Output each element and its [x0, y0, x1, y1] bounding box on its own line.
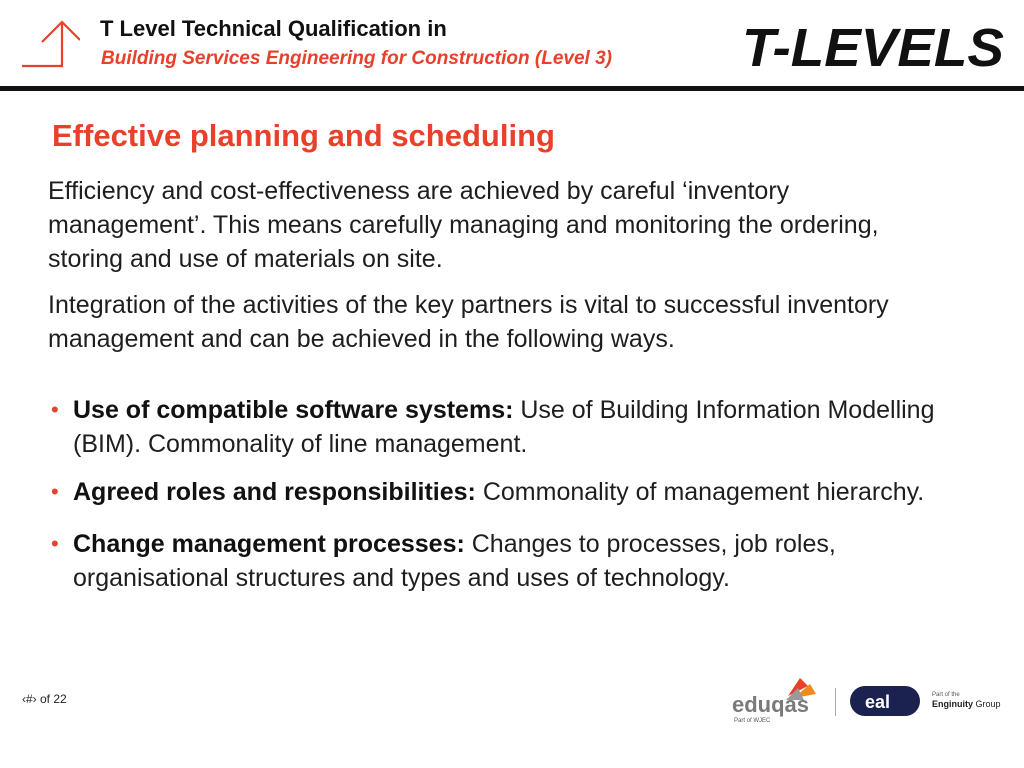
eal-logo-text: eal	[865, 692, 891, 712]
bullet-item	[48, 527, 948, 595]
enginuity-group: Group	[973, 699, 1001, 709]
bullet-text: Commonality of management hierarchy.	[475, 478, 925, 506]
t-levels-logo	[740, 18, 1008, 72]
enginuity-part-of: Part of the	[932, 692, 960, 698]
logo-divider	[835, 688, 836, 716]
bullet-icon: •	[51, 531, 59, 556]
page-number-total: of 22	[36, 692, 67, 706]
eduqas-logo-text: eduqas	[732, 692, 810, 717]
bullet-text: Changes to processes, job roles, organisational structures and types and uses of technology.	[73, 530, 836, 592]
eal-logo	[850, 684, 922, 718]
intro-paragraph: Efficiency and cost-effectiveness are achieved by careful ‘inventory management’. This means carefully managing and monitoring the ordering, storing and use of materials on site.	[48, 177, 879, 273]
bullet-term: Change management processes:	[73, 530, 465, 558]
bullet-term: Use of compatible software systems:	[73, 396, 514, 424]
bullet-icon: •	[51, 397, 59, 422]
slide-title: Effective planning and scheduling	[52, 118, 555, 153]
bullet-list	[48, 393, 948, 595]
bullet-term: Agreed roles and responsibilities:	[73, 478, 476, 506]
header-subtitle: Building Services Engineering for Construction (Level 3)	[101, 48, 612, 69]
eduqas-logo	[728, 674, 820, 726]
bullet-icon: •	[51, 479, 59, 504]
enginuity-bold: Enginuity	[932, 699, 973, 709]
page-number-current: ‹#›	[22, 692, 37, 706]
header-divider	[0, 86, 1024, 91]
header-title: T Level Technical Qualification in	[100, 16, 447, 41]
enginuity-group-name	[932, 699, 1012, 710]
t-levels-logo-text: T-LEVELS	[742, 18, 1004, 72]
bullet-item	[48, 393, 948, 461]
up-arrow-icon	[20, 16, 80, 72]
integration-paragraph: Integration of the activities of the key partners is vital to successful inventory management and can be achieved in the following ways.	[48, 291, 889, 353]
bullet-item	[48, 475, 948, 509]
page-number	[22, 692, 67, 706]
bullet-text: Use of Building Information Modelling (BIM). Commonality of line management.	[73, 396, 935, 458]
enginuity-group-logo	[932, 692, 1012, 710]
eduqas-tagline: Part of WJEC	[734, 718, 771, 724]
